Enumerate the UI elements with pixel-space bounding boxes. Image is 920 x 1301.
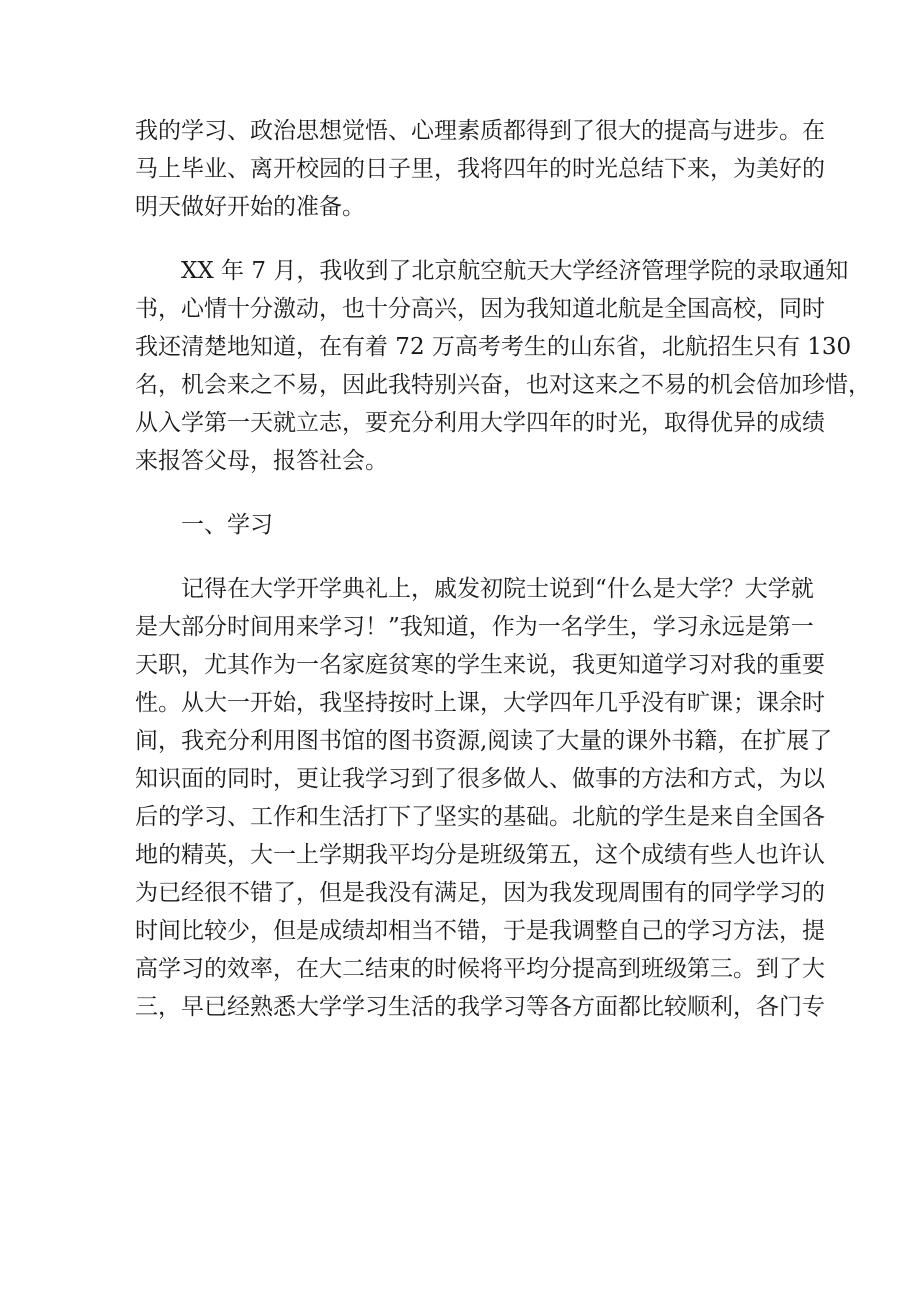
text-line: 三，早已经熟悉大学学习生活的我学习等各方面都比较顺利，各门专: [135, 994, 825, 1020]
text-line: 高学习的效率，在大二结束的时候将平均分提高到班级第三。到了大: [135, 956, 825, 982]
text-line: 是大部分时间用来学习！”我知道，作为一名学生，学习永远是第一: [135, 614, 814, 640]
text-line: 来报答父母，报答社会。: [135, 448, 388, 474]
text-line: 知识面的同时，更让我学习到了很多做人、做事的方法和方式，为以: [135, 766, 825, 792]
text-line: 性。从大一开始，我坚持按时上课，大学四年几乎没有旷课；课余时: [135, 690, 825, 716]
text-line: 书，心情十分激动，也十分高兴，因为我知道北航是全国高校，同时: [135, 296, 825, 322]
text-line: 明天做好开始的准备。: [135, 194, 365, 220]
text-line: 间，我充分利用图书馆的图书资源,阅读了大量的课外书籍，在扩展了: [135, 728, 833, 754]
text-line: 地的精英，大一上学期我平均分是班级第五，这个成绩有些人也许认: [135, 842, 825, 868]
text-line: 后的学习、工作和生活打下了坚实的基础。北航的学生是来自全国各: [135, 804, 825, 830]
text-line: 名，机会来之不易，因此我特别兴奋，也对这来之不易的机会倍加珍惜，: [135, 372, 871, 398]
text-line: 为已经很不错了，但是我没有满足，因为我发现周围有的同学学习的: [135, 880, 825, 906]
paragraph-study: [135, 570, 833, 1026]
section-heading: 一、学习: [181, 512, 273, 538]
text-line: 我还清楚地知道，在有着 72 万高考考生的山东省，北航招生只有 130: [135, 334, 852, 360]
text-line: 记得在大学开学典礼上，戚发初院士说到“什么是大学？大学就: [181, 576, 814, 602]
paragraph-intro: [135, 112, 825, 226]
text-line: 天职，尤其作为一名家庭贫寒的学生来说，我更知道学习对我的重要: [135, 652, 825, 678]
text-line: 从入学第一天就立志，要充分利用大学四年的时光，取得优异的成绩: [135, 410, 825, 436]
text-line: 时间比较少，但是成绩却相当不错，于是我调整自己的学习方法，提: [135, 918, 825, 944]
paragraph-admission: [135, 252, 871, 480]
text-line: 马上毕业、离开校园的日子里，我将四年的时光总结下来，为美好的: [135, 156, 825, 182]
text-line: 我的学习、政治思想觉悟、心理素质都得到了很大的提高与进步。在: [135, 118, 825, 144]
text-line: XX 年 7 月，我收到了北京航空航天大学经济管理学院的录取通知: [181, 258, 849, 284]
document-body: [135, 112, 871, 1052]
